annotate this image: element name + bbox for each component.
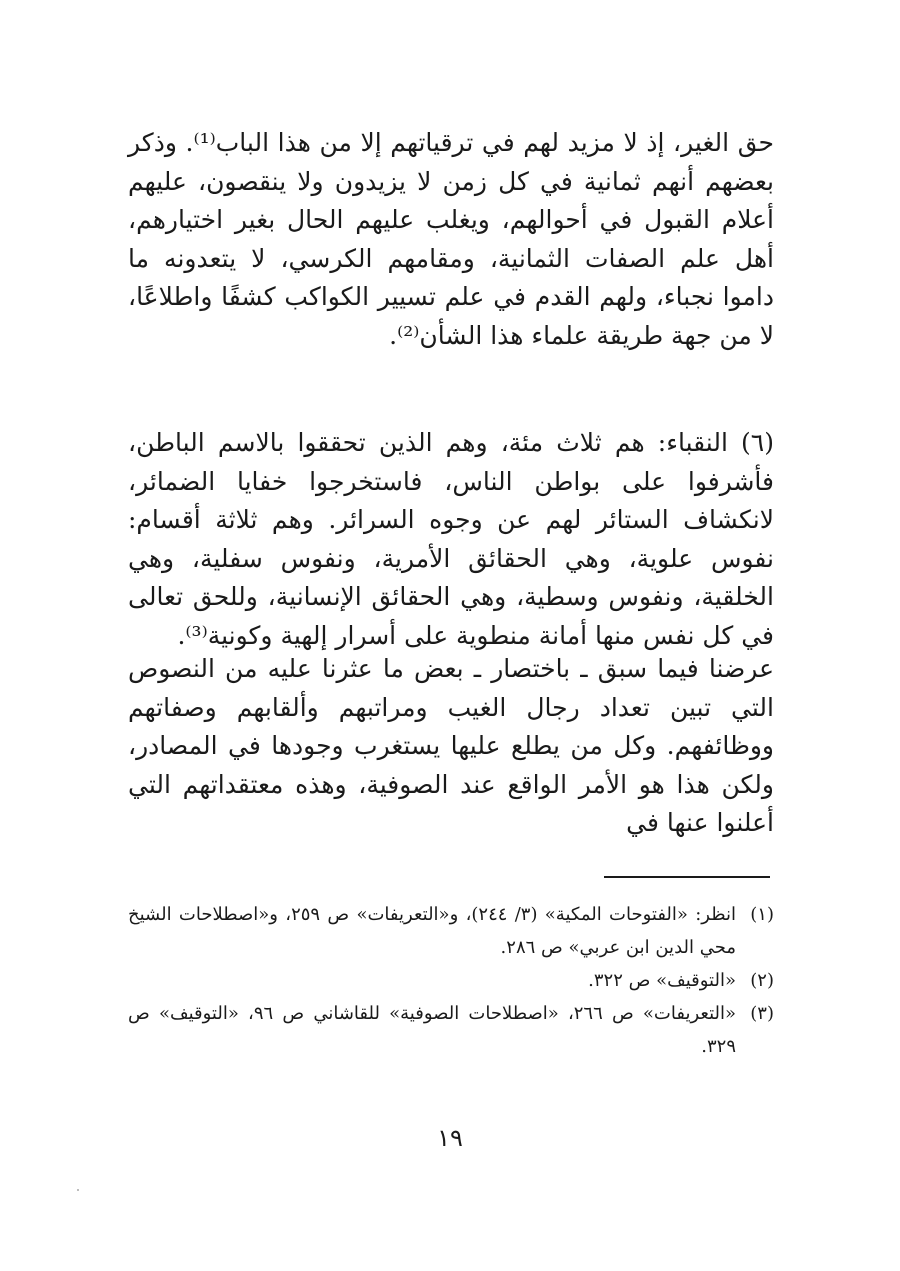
paragraph-text-2: (٦) النقباء: هم ثلاث مئة، وهم الذين تحققوا بالاسم الباطن، فأشرفوا على بواطن الناس، فاستخرجوا خفايا الضمائر، لانكشاف الستائر لهم عن وجوه السرائر. وهم ثلاثة أقسام: نفوس علوية، وهي الحقائق الأمرية، ونفوس سفلية، وهي الخلقية، ونفوس وسطية، وهي الحقائق الإنسانية، وللحق تعالى في كل نفس منها أمانة منطوية على أسرار إلهية وكونية⁽³⁾.	[128, 428, 774, 650]
footnote-item	[128, 997, 774, 1063]
footnote-number: (٢)	[750, 970, 774, 991]
body-paragraph	[128, 124, 774, 355]
footnote-text: «التعريفات» ص ٢٦٦، «اصطلاحات الصوفية» للقاشاني ص ٩٦، «التوقيف» ص ٣٢٩.	[128, 1003, 736, 1057]
footnotes	[128, 898, 774, 1063]
footnote-text: انظر: «الفتوحات المكية» (٣/ ٢٤٤)، و«التعريفات» ص ٢٥٩، و«اصطلاحات الشيخ محي الدين ابن عربي» ص ٢٨٦.	[128, 904, 736, 958]
scan-speck	[77, 1189, 79, 1191]
footnote-item	[128, 964, 774, 997]
footnote-number: (١)	[750, 904, 774, 925]
footnote-item	[128, 898, 774, 964]
paragraph-text-1: حق الغير، إذ لا مزيد لهم في ترقياتهم إلا من هذا الباب⁽¹⁾. وذكر بعضهم أنهم ثمانية في كل زمن لا يزيدون ولا ينقصون، عليهم أعلام القبول في أحوالهم، ويغلب عليهم الحال بغير اختيارهم، أهل علم الصفات الثمانية، ومقامهم الكرسي، لا يتعدونه ما داموا نجباء، ولهم القدم في علم تسيير الكواكب كشفًا واطلاعًا، لا من جهة طريقة علماء هذا الشأن⁽²⁾.	[128, 128, 774, 350]
footnote-separator	[604, 876, 770, 878]
paragraph-text-3: عرضنا فيما سبق ـ باختصار ـ بعض ما عثرنا عليه من النصوص التي تبين تعداد رجال الغيب ومراتبهم وألقابهم وصفاتهم ووظائفهم. وكل من يطلع عليها يستغرب وجودها في المصادر، ولكن هذا هو الأمر الواقع عند الصوفية، وهذه معتقداتهم التي أعلنوا عنها في	[128, 654, 774, 837]
page-number: ١٩	[437, 1124, 463, 1152]
footnote-number: (٣)	[750, 1003, 774, 1024]
footnote-text: «التوقيف» ص ٣٢٢.	[588, 970, 736, 991]
body-paragraph	[128, 650, 774, 843]
body-paragraph	[128, 424, 774, 655]
